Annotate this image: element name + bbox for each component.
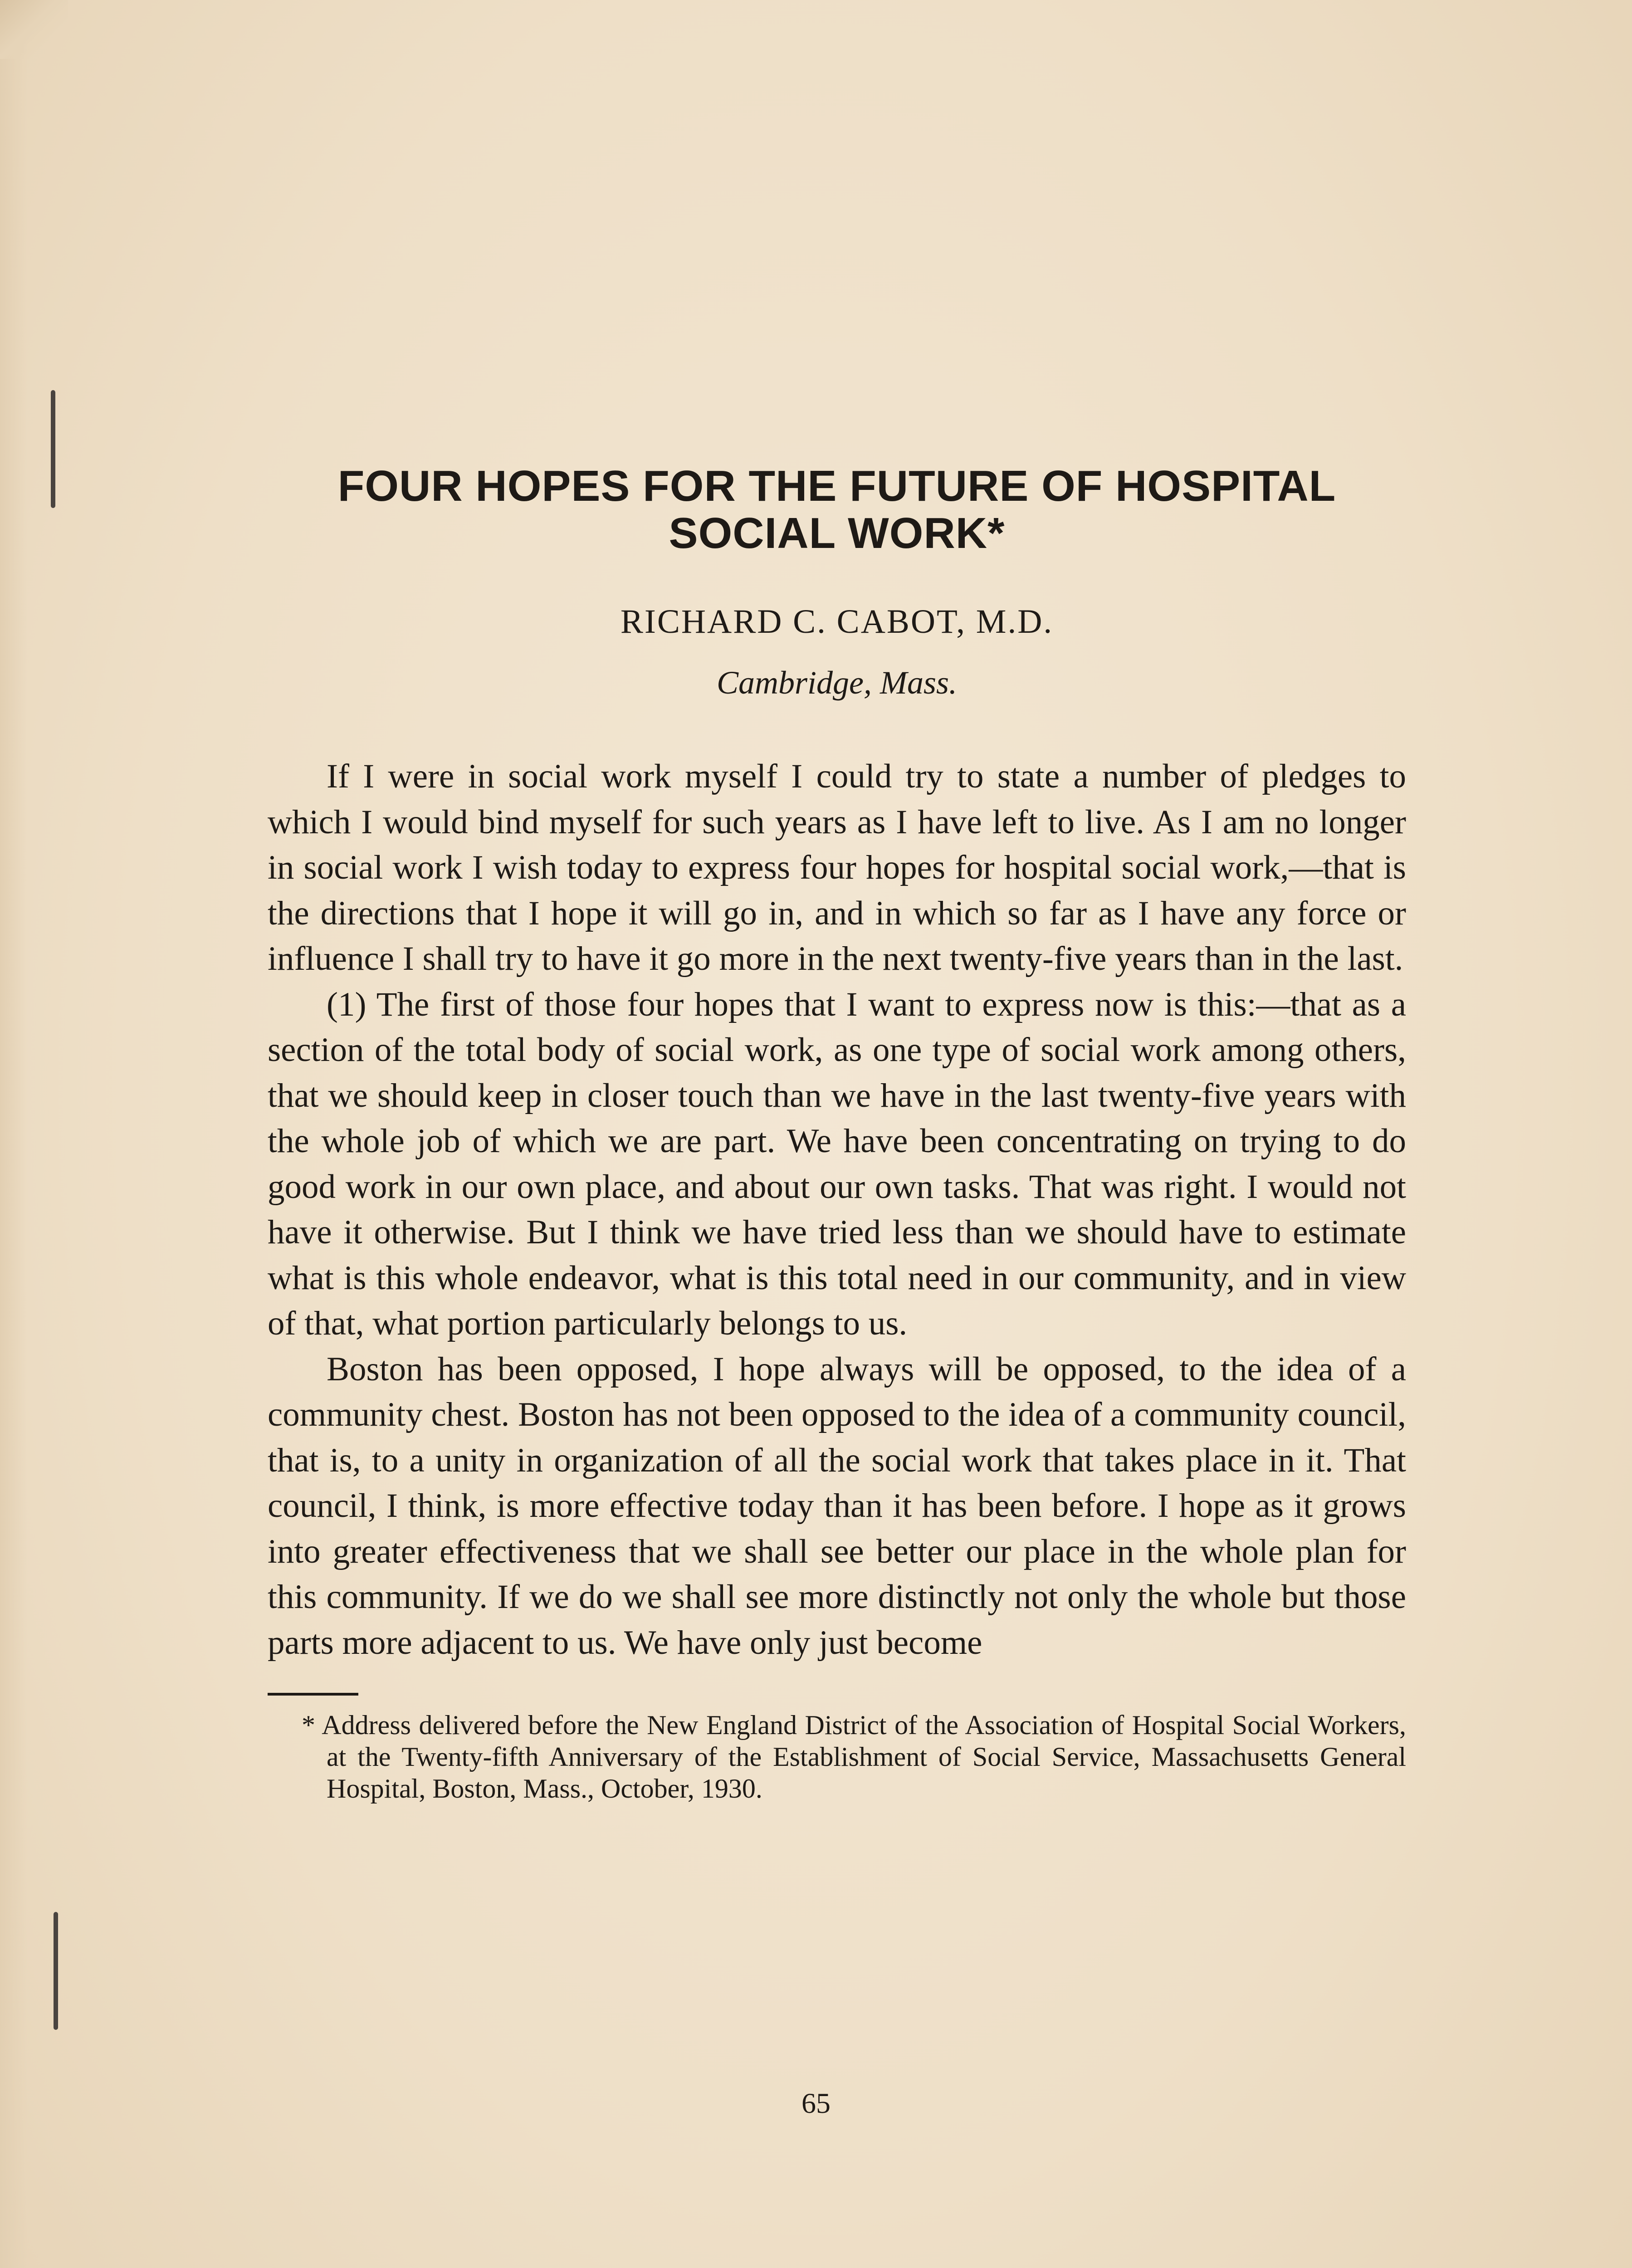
article-title: FOUR HOPES FOR THE FUTURE OF HOSPITAL SOCIAL WORK* — [337, 462, 1336, 557]
author-name: RICHARD C. CABOT, M.D. — [620, 603, 1054, 640]
binding-staple-bottom — [54, 1912, 58, 2030]
paragraph: (1) The first of those four hopes that I want to express now is this:—that as a section of the total body of social work, as one type of social work among others, that we should keep in closer touch than we have in the last twenty-five years with the whole job of which we are part. We have been concentrating on trying to do good work in our own place, and about our own tasks. That was right. I would not have it otherwise. But I think we have tried less than we should have to estimate what is this whole endeavor, what is this total need in our community, and in view of that, what portion particularly belongs to us. — [268, 985, 1406, 1342]
article — [268, 463, 1406, 1804]
binding-staple-top — [51, 390, 55, 508]
footnote-divider — [268, 1693, 358, 1696]
footnote: * Address delivered before the New England District of the Association of Hospital Social Workers, at the Twenty-fifth Anniversary of the Establishment of Social Service, Massachusetts General Hospital, Boston, Mass., October, 1930. — [302, 1710, 1406, 1804]
paragraph: If I were in social work myself I could try to state a number of pledges to which I would bind myself for such years as I have left to live. As I am no longer in social work I wish today to express four hopes for hospital social work,—that is the directions that I hope it will go in, and in which so far as I have any force or influence I shall try to have it go more in the next twenty-five years than in the last. — [268, 758, 1406, 978]
article-body — [268, 754, 1406, 1666]
torn-corner — [0, 0, 68, 59]
page-edge-shadow — [0, 0, 27, 2268]
author-location: Cambridge, Mass. — [716, 665, 957, 701]
page-number: 65 — [801, 2087, 831, 2119]
paragraph: Boston has been opposed, I hope always will be opposed, to the idea of a community chest. Boston has not been opposed to the idea of a community council, that is, to a unity in organization of all the social work that takes place in it. That council, I think, is more effective today than it has been before. I hope as it grows into greater effectiveness that we shall see better our place in the whole plan for this community. If we do we shall see more distinctly not only the whole but those parts more adjacent to us. We have only just become — [268, 1350, 1406, 1662]
